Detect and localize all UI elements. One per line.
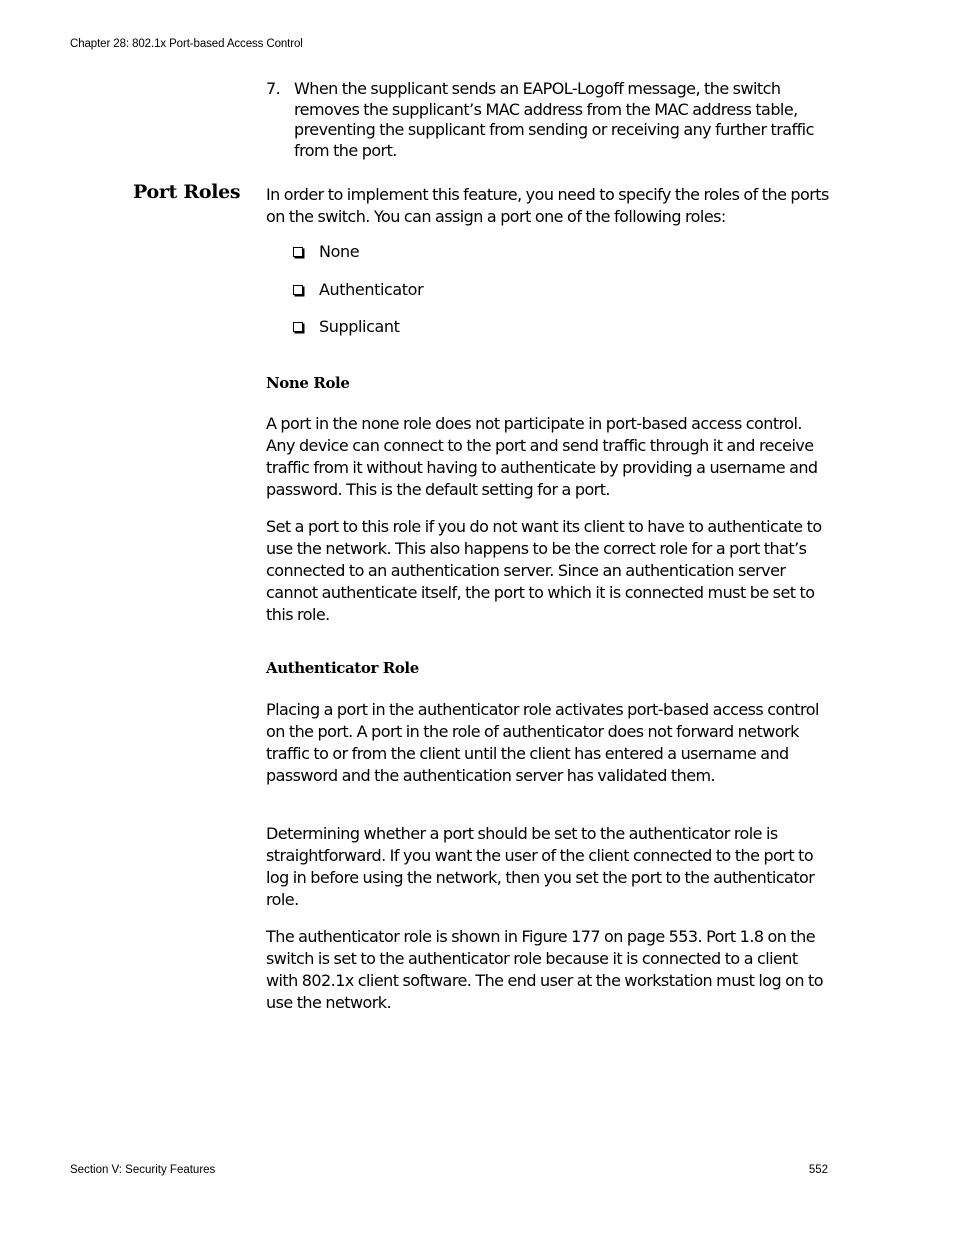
paragraph: A port in the none role does not participate in port-based access control. Any device can connect to the port and send traffic through it and receive traffic from it without having to authenticate by providing a username and password. This is the default setting for a port. — [266, 414, 818, 499]
paragraph: Set a port to this role if you do not want its client to have to authenticate to use the network. This also happens to be the correct role for a port that’s connected to an authentication server. Since an authentication server cannot authenticate itself, the port to which it is connected must be set to this role. — [266, 517, 822, 624]
footer-section: Section V: Security Features — [70, 1164, 216, 1176]
role-label: Supplicant — [319, 317, 400, 336]
role-label: Authenticator — [319, 279, 424, 299]
list-item — [293, 242, 423, 280]
list-item — [293, 317, 423, 355]
paragraph: In order to implement this feature, you need to specify the roles of the ports on the switch. You can assign a port one of the following roles: — [266, 185, 829, 226]
paragraph: The authenticator role is shown in Figure 177 on page 553. Port 1.8 on the switch is set to the authenticator role because it is connected to a client with 802.1x client software. The end user at the workstation must log on to use the network. — [266, 927, 823, 1012]
authenticator-role-paragraph-1 — [266, 699, 831, 787]
section-heading-port-roles: Port Roles — [133, 181, 241, 203]
paragraph: Determining whether a port should be set to the authenticator role is straightforward. If you want the user of the client connected to the port to log in before using the network, then you set the port to the authenticator role. — [266, 824, 815, 909]
subheading-none-role: None Role — [266, 374, 350, 392]
checkbox-bullet-icon — [293, 247, 303, 257]
authenticator-role-paragraph-3 — [266, 926, 831, 1014]
port-roles-intro — [266, 184, 831, 228]
step-number: 7. — [266, 79, 281, 98]
step-text: When the supplicant sends an EAPOL-Logoff message, the switch removes the supplicant’s MAC address from the MAC address table, preventing the supplicant from sending or receiving any further traffic from the port. — [294, 79, 814, 160]
paragraph: Placing a port in the authenticator role activates port-based access control on the port. A port in the role of authenticator does not forward network traffic to or from the client until the client has entered a username and password and the authentication server has validated them. — [266, 700, 819, 785]
page-number: 552 — [808, 1164, 828, 1176]
list-item — [293, 280, 423, 318]
none-role-paragraph-2 — [266, 516, 831, 626]
checkbox-bullet-icon — [293, 322, 303, 332]
none-role-paragraph-1 — [266, 413, 831, 501]
authenticator-role-paragraph-2 — [266, 823, 831, 911]
role-label: None — [319, 242, 360, 261]
checkbox-bullet-icon — [293, 285, 303, 295]
role-list — [293, 242, 423, 355]
step-7 — [266, 79, 831, 161]
running-header: Chapter 28: 802.1x Port-based Access Control — [70, 38, 303, 50]
subheading-authenticator-role: Authenticator Role — [266, 659, 419, 677]
